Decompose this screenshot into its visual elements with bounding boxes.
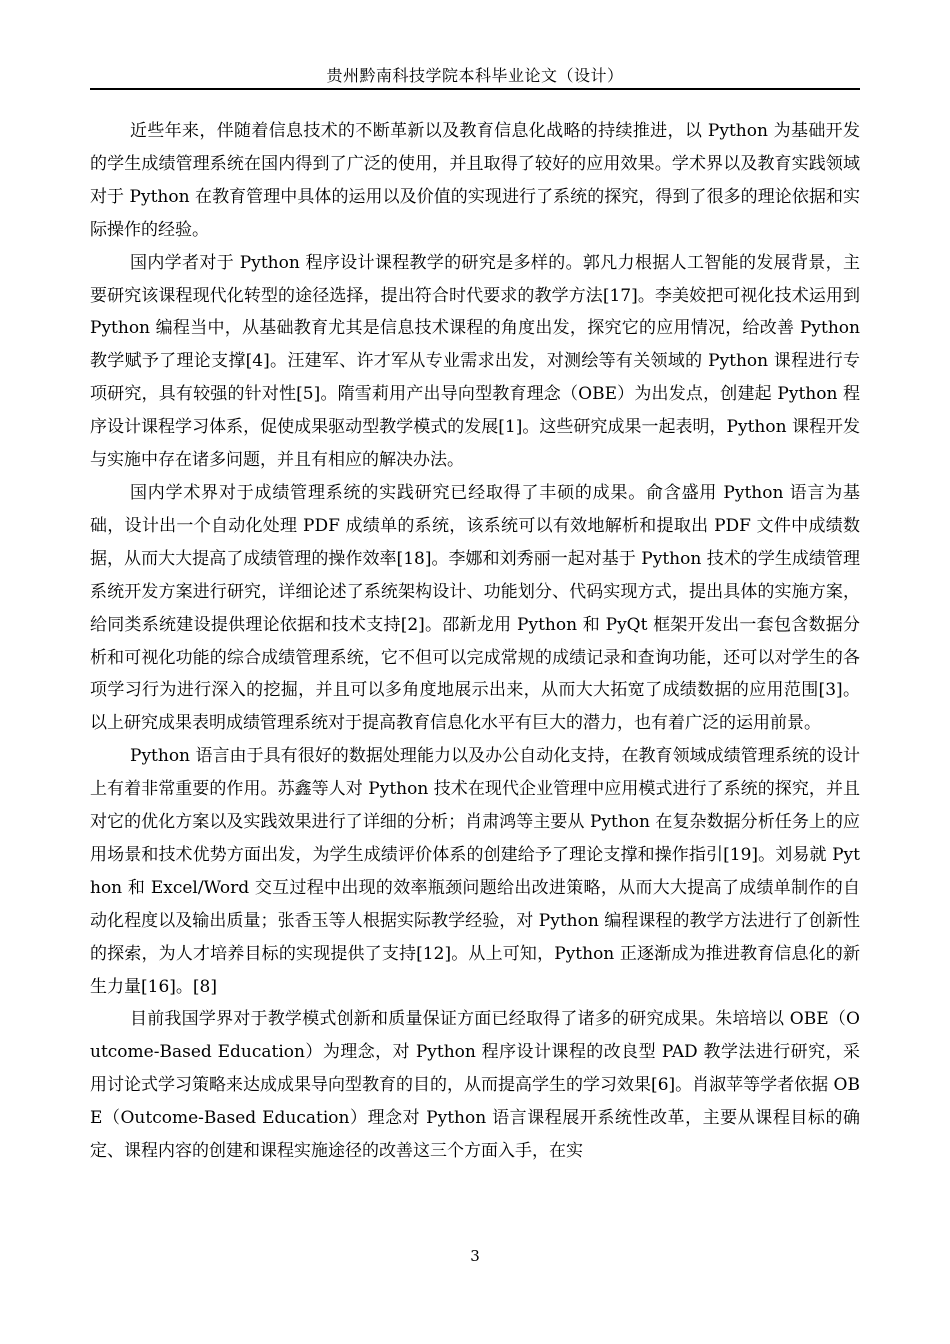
paragraph-3: 国内学术界对于成绩管理系统的实践研究已经取得了丰硕的成果。俞含盛用 Python 语言为基础，设计出一个自动化处理 PDF 成绩单的系统，该系统可以有效地解析和提取出 PDF 文件中成绩数据，从而大大提高了成绩管理的操作效率[18]。李娜和刘秀丽一起对基于 Python 技术的学生成绩管理系统开发方案进行研究，详细论述了系统架构设计、功能划分、代码实现方式，提出具体的实施方案，给同类系统建设提供理论依据和技术支持[2]。邵新龙用 Python 和 PyQt 框架开发出一套包含数据分析和可视化功能的综合成绩管理系统，它不但可以完成常规的成绩记录和查询功能，还可以对学生的各项学习行为进行深入的挖掘，并且可以多角度地展示出来，从而大大拓宽了成绩数据的应用范围[3]。以上研究成果表明成绩管理系统对于提高教育信息化水平有巨大的潜力，也有着广泛的运用前景。 [90, 482, 860, 734]
paragraph-5: 目前我国学界对于教学模式创新和质量保证方面已经取得了诸多的研究成果。朱培培以 OBE（Outcome-Based Education）为理念，对 Python 程序设计课程的改良型 PAD 教学法进行研究，采用讨论式学习策略来达成成果导向型教育的目的，从而提高学生的学习效果[6]。肖淑苹等学者依据 OBE（Outcome-Based Education）理念对 Python 语言课程展开系统性改革，主要从课程目标的确定、课程内容的创建和课程实施途径的改善这三个方面入手，在实 [90, 1009, 860, 1162]
page-number: 3 [470, 1247, 480, 1265]
header-rule [90, 88, 860, 90]
paragraph-2: 国内学者对于 Python 程序设计课程教学的研究是多样的。郭凡力根据人工智能的发展背景，主要研究该课程现代化转型的途径选择，提出符合时代要求的教学方法[17]。李美姣把可视化技术运用到 Python 编程当中，从基础教育尤其是信息技术课程的角度出发，探究它的应用情况，给改善 Python 教学赋予了理论支撑[4]。汪建军、许才军从专业需求出发，对测绘等有关领域的 Python 课程进行专项研究，具有较强的针对性[5]。隋雪莉用产出导向型教育理念（OBE）为出发点，创建起 Python 程序设计课程学习体系，促使成果驱动型教学模式的发展[1]。这些研究成果一起表明，Python 课程开发与实施中存在诸多问题，并且有相应的解决办法。 [90, 252, 860, 471]
page-header: 贵州黔南科技学院本科毕业论文（设计） [326, 66, 624, 85]
paragraph-4: Python 语言由于具有很好的数据处理能力以及办公自动化支持，在教育领域成绩管理系统的设计上有着非常重要的作用。苏鑫等人对 Python 技术在现代企业管理中应用模式进行了系统的探究，并且对它的优化方案以及实践效果进行了详细的分析；肖肃鸿等主要从 Python 在复杂数据分析任务上的应用场景和技术优势方面出发，为学生成绩评价体系的创建给予了理论支撑和操作指引[19]。刘易就 Python 和 Excel/Word 交互过程中出现的效率瓶颈问题给出改进策略，从而大大提高了成绩单制作的自动化程度以及输出质量；张香玉等人根据实际教学经验，对 Python 编程课程的教学方法进行了创新性的探索，为人才培养目标的实现提供了支持[12]。从上可知，Python 正逐渐成为推进教育信息化的新生力量[16]。[8] [90, 746, 860, 997]
body-text [90, 115, 860, 1168]
paragraph-1: 近些年来，伴随着信息技术的不断革新以及教育信息化战略的持续推进，以 Python 为基础开发的学生成绩管理系统在国内得到了广泛的使用，并且取得了较好的应用效果。学术界以及教育实践领域对于 Python 在教育管理中具体的运用以及价值的实现进行了系统的探究，得到了很多的理论依据和实际操作的经验。 [90, 121, 860, 240]
